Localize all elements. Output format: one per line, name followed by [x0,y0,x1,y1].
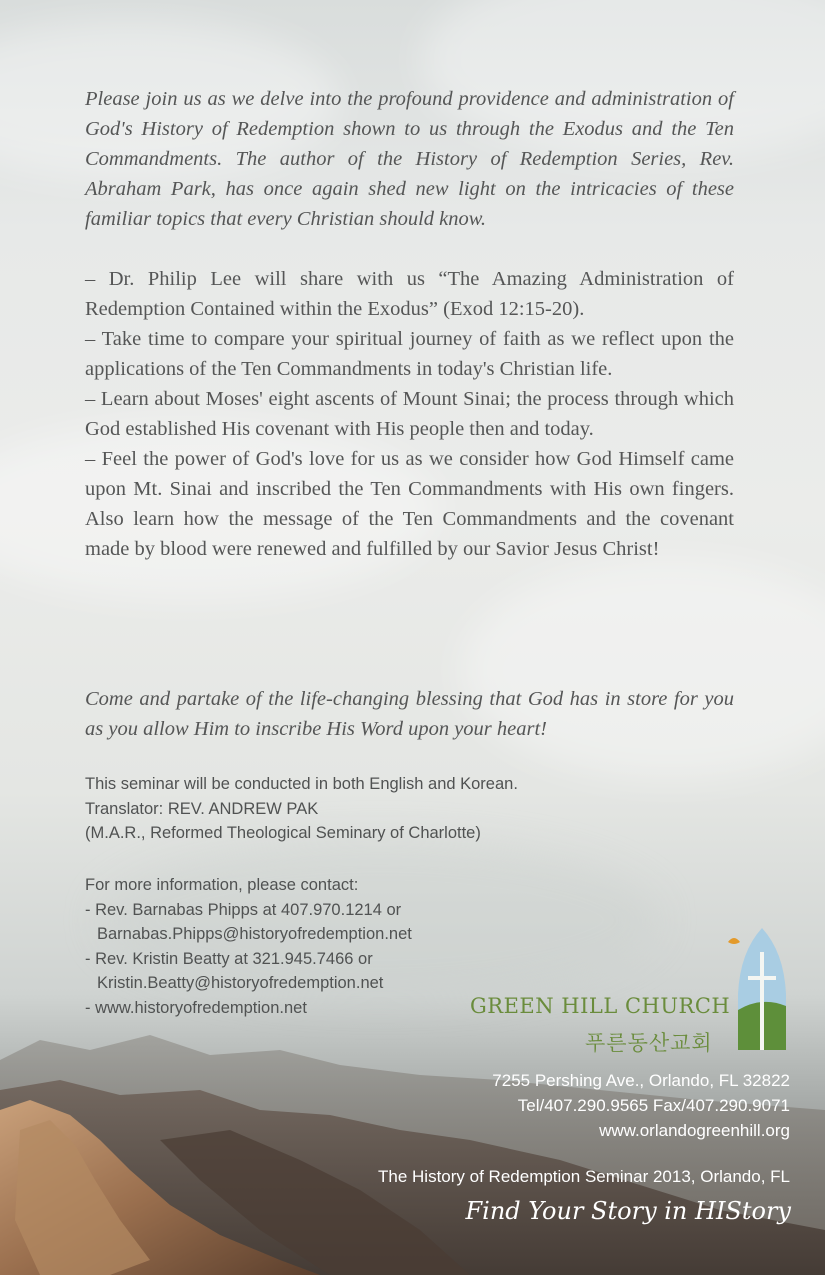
translator-credentials: (M.A.R., Reformed Theological Seminary of Charlotte) [85,824,481,842]
church-korean-name: 푸른동산교회 [585,1031,713,1055]
topic-item: – Feel the power of God's love for us as we consider how God Himself came upon Mt. Sinai and inscribed the Ten Commandments with His own fingers. Also learn how the message of the Ten Commandments and the covenant made by blood were renewed and fulfilled by our Savior Jesus Christ! [85,448,734,560]
church-phone: Tel/407.290.9565 Fax/407.290.9071 [517,1096,790,1115]
contact-beatty-email[interactable]: Kristin.Beatty@historyofredemption.net [97,974,384,992]
language-info [85,772,734,846]
contact-phipps-email[interactable]: Barnabas.Phipps@historyofredemption.net [97,925,412,943]
church-logo-icon [722,924,792,1054]
topic-item: – Learn about Moses' eight ascents of Mount Sinai; the process through which God established His covenant with His people then and today. [85,388,734,440]
intro-paragraph: Please join us as we delve into the profound providence and administration of God's History of Redemption shown to us through the Exodus and the Ten Commandments. The author of the History of Redemption Series, Rev. Abraham Park, has once again shed new light on the intricacies of these familiar topics that every Christian should know. [85,88,734,230]
cross-icon [760,952,764,1050]
contact-beatty: - Rev. Kristin Beatty at 321.945.7466 or [85,949,373,968]
church-address: 7255 Pershing Ave., Orlando, FL 32822 [492,1071,790,1090]
tagline: Find Your Story in HIStory [465,1197,791,1225]
contact-heading: For more information, please contact: [85,876,359,894]
dove-icon [728,938,740,944]
closing-paragraph: Come and partake of the life-changing blessing that God has in store for you as you allow Him to inscribe His Word upon your heart! [85,688,734,740]
seminar-title: The History of Redemption Seminar 2013, Orlando, FL [378,1167,790,1186]
language-note: This seminar will be conducted in both English and Korean. [85,775,518,793]
topic-item: – Dr. Philip Lee will share with us “The Amazing Administration of Redemption Contained within the Exodus” (Exod 12:15-20). [85,268,734,320]
mountain-landscape [0,1020,825,1275]
topic-item: – Take time to compare your spiritual journey of faith as we reflect upon the applications of the Ten Commandments in today's Christian life. [85,328,734,380]
seminar-topics-list [85,264,734,564]
church-name: GREEN HILL CHURCH [470,994,731,1018]
contact-website-link[interactable]: - www.historyofredemption.net [85,998,307,1017]
contact-phipps: - Rev. Barnabas Phipps at 407.970.1214 or [85,900,402,919]
translator-name: Translator: REV. ANDREW PAK [85,799,319,818]
church-website-link[interactable]: www.orlandogreenhill.org [599,1121,790,1140]
church-address-block [492,1068,790,1143]
